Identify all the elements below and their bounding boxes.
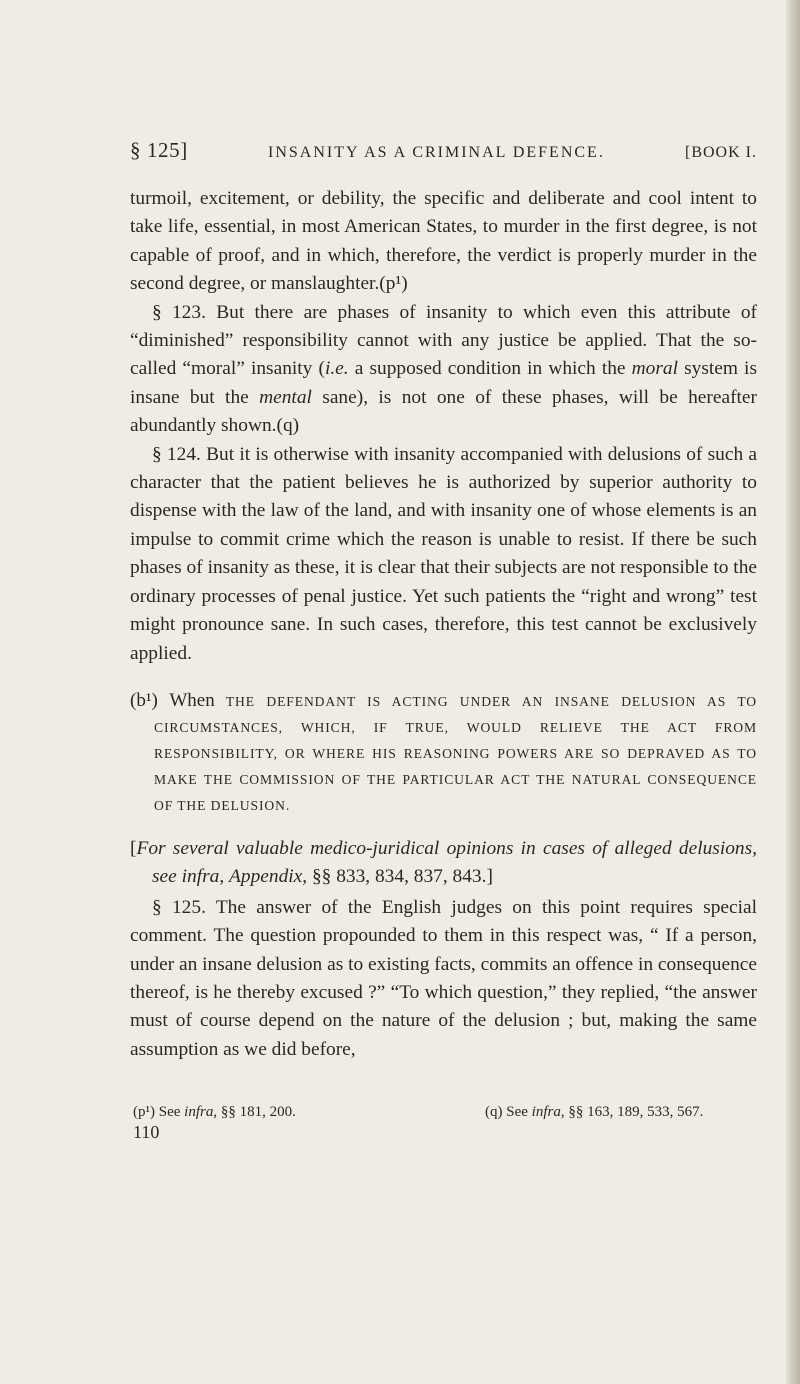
fn1-rest: , §§ 181, 200. — [213, 1104, 296, 1121]
book-page — [130, 138, 757, 1143]
footnotes — [130, 1102, 757, 1122]
fn2-mark: (q) See — [485, 1104, 532, 1121]
note-comma: , — [219, 866, 230, 888]
note-text-b: , §§ 833, 834, 837, 843.] — [302, 866, 493, 888]
paragraph-124: § 124. But it is otherwise with insanity accompanied with delusions of such a character that the patient believes he is authorized by superior authority to dispense with the law of the land, and with insanity one of whose elements is an impulse to commit crime which the reason is unable to resist. If there be such phases of insanity as these, it is clear that their subjects are not responsible to the ordinary processes of penal justice. Yet such patients the “right and wrong” test might pronounce sane. In such cases, therefore, this test cannot be exclusively applied. — [130, 443, 757, 664]
footnote-q — [485, 1102, 703, 1122]
header-title: INSANITY AS A CRIMINAL DEFENCE. — [268, 144, 605, 161]
footnote-ref-p1: (p¹) — [379, 273, 408, 295]
bracket-note — [130, 835, 757, 892]
p2-ie: i.e. — [324, 358, 349, 380]
fn2-infra: infra — [531, 1104, 561, 1121]
p2-text-a: § 123. But there are phases of insanity to which even this attribute of “diminished” responsibility cannot with any justice be applied. That the so-called “moral” insanity ( — [130, 301, 757, 380]
note-text-a: For several valuable medico-juridical opinions in cases of alleged delusions, see — [136, 837, 757, 888]
fn2-rest: , §§ 163, 189, 533, 567. — [560, 1104, 704, 1121]
footnote-p1 — [133, 1102, 485, 1122]
paragraph-125: § 125. The answer of the English judges on this point requires special comment. The question propounded to them in this respect was, “ If a person, under an insane delusion as to existing facts, commits an offence in consequence thereof, is he thereby excused ?” “To which question,” they replied, “the answer must of course depend on the nature of the delusion ; but, making the same assumption as we did before, — [130, 896, 757, 1060]
page-number: 110 — [133, 1122, 160, 1143]
note-appendix: Appendix — [229, 866, 303, 888]
header-book: [BOOK I. — [684, 144, 757, 161]
page-edge — [786, 0, 800, 1384]
p2-mental: mental — [259, 386, 312, 408]
heading-lead: (b¹) When — [130, 689, 215, 711]
note-infra: infra — [181, 866, 220, 888]
p2-text-b: a supposed condition in which the — [348, 358, 632, 380]
section-heading-b1 — [130, 688, 757, 819]
paragraph-continuation — [130, 185, 757, 299]
p2-moral: moral — [631, 358, 678, 380]
running-header — [130, 138, 757, 163]
p1-text: turmoil, excitement, or debility, the specific and deliberate and cool intent to take life, essential, in most American States, to murder in the first degree, is not capable of proof, and in which, therefore, the verdict is properly murder in the second degree, or manslaughter. — [130, 188, 757, 295]
fn1-mark: (p¹) See — [133, 1104, 185, 1121]
paragraph-123 — [130, 299, 757, 441]
p2-text-d: sane), is not one of these phases, will be hereafter abundantly shown. — [130, 386, 757, 437]
note-open: [ — [130, 837, 137, 859]
header-section: § 125] — [130, 138, 188, 162]
footnote-ref-q: (q) — [276, 415, 300, 437]
p2-text-c: system is insane but the — [130, 358, 757, 408]
fn1-infra: infra — [184, 1104, 214, 1121]
heading-text: THE DEFENDANT IS ACTING UNDER AN INSANE DELUSION AS TO CIRCUMSTANCES, WHICH, IF TRUE, WOULD RELIEVE THE ACT FROM RESPONSIBILITY, OR WHERE HIS REASONING POWERS ARE SO DEPRAVED AS TO MAKE THE COMMISSION OF THE PARTICULAR ACT THE NATURAL CONSEQUENCE OF THE DELUSION. — [154, 693, 757, 813]
